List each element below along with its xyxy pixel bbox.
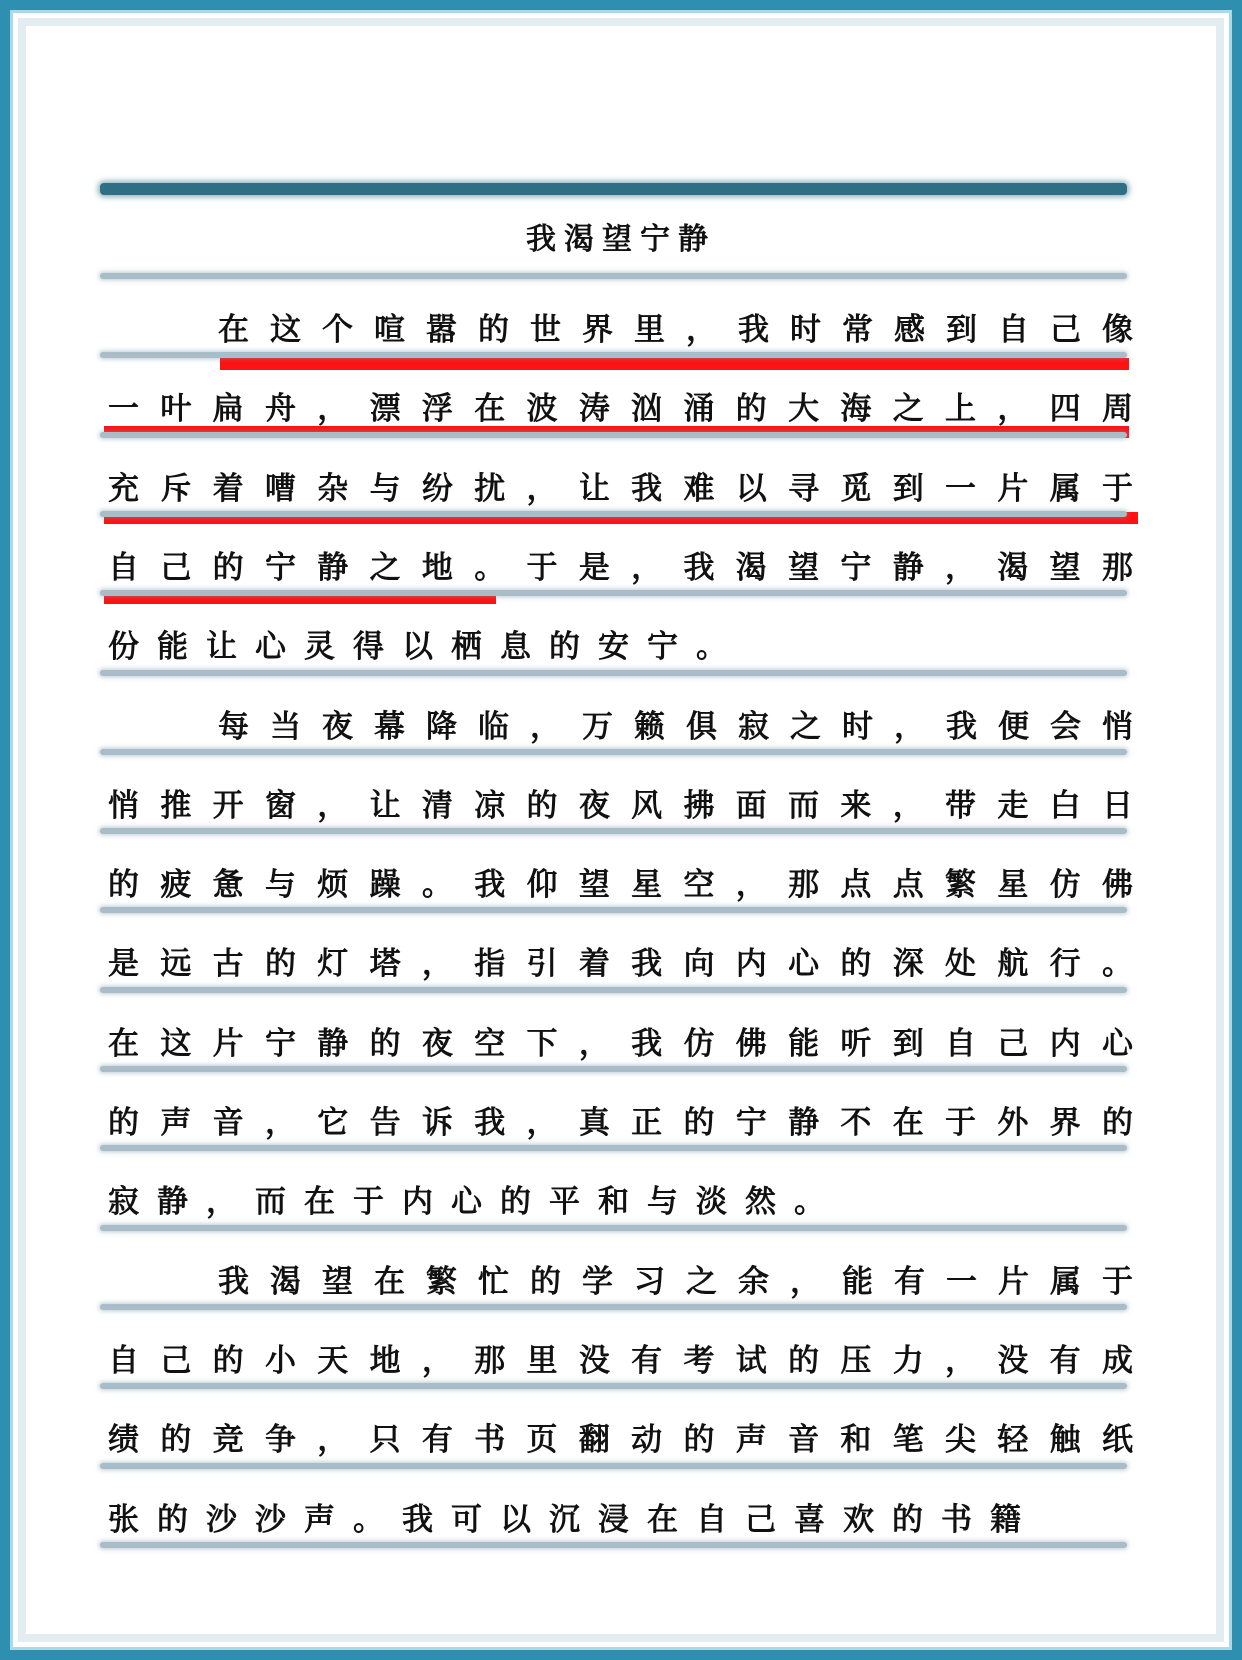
ruled-line xyxy=(100,1383,1127,1389)
text-line: 寂 静 ， 而 在 于 内 心 的 平 和 与 淡 然 。 xyxy=(108,1183,825,1220)
ruled-line xyxy=(100,1542,1127,1548)
text-line: 的 声 音 ， 它 告 诉 我 ， 真 正 的 宁 静 不 在 于 外 界 的 xyxy=(108,1104,1133,1141)
text-line: 张 的 沙 沙 声 。 我 可 以 沉 浸 在 自 己 喜 欢 的 书 籍 xyxy=(108,1501,1021,1538)
ruled-line xyxy=(100,987,1127,993)
ruled-line xyxy=(100,828,1127,834)
text-line: 的 疲 惫 与 烦 躁 。 我 仰 望 星 空 ， 那 点 点 繁 星 仿 佛 xyxy=(108,866,1133,903)
ruled-line xyxy=(100,1145,1127,1151)
ruled-line xyxy=(100,1225,1127,1231)
ruled-line xyxy=(100,749,1127,755)
text-line: 充 斥 着 嘈 杂 与 纷 扰 ， 让 我 难 以 寻 觅 到 一 片 属 于 xyxy=(108,470,1133,507)
text-line: 一 叶 扁 舟 ， 漂 浮 在 波 涛 汹 涌 的 大 海 之 上 ， 四 周 xyxy=(108,390,1133,427)
ruled-line xyxy=(100,590,1127,596)
text-line: 自 己 的 小 天 地 ， 那 里 没 有 考 试 的 压 力 ， 没 有 成 xyxy=(108,1342,1133,1379)
text-line: 每 当 夜 幕 降 临 ， 万 籁 俱 寂 之 时 ， 我 便 会 悄 xyxy=(218,708,1133,745)
text-line: 在 这 片 宁 静 的 夜 空 下 ， 我 仿 佛 能 听 到 自 己 内 心 xyxy=(108,1025,1133,1062)
ruled-line xyxy=(100,1463,1127,1469)
text-line: 份 能 让 心 灵 得 以 栖 息 的 安 宁 。 xyxy=(108,628,727,665)
highlight-underline xyxy=(220,358,1129,370)
ruled-line xyxy=(100,670,1127,676)
top-rule xyxy=(100,183,1127,195)
ruled-line xyxy=(100,1066,1127,1072)
ruled-line xyxy=(100,1304,1127,1310)
text-line: 在 这 个 喧 嚣 的 世 界 里 ， 我 时 常 感 到 自 己 像 xyxy=(218,311,1133,348)
ruled-line xyxy=(100,352,1127,358)
ruled-line xyxy=(100,273,1127,279)
text-line: 是 远 古 的 灯 塔 ， 指 引 着 我 向 内 心 的 深 处 航 行 。 xyxy=(108,945,1133,982)
text-line: 悄 推 开 窗 ， 让 清 凉 的 夜 风 拂 面 而 来 ， 带 走 白 日 xyxy=(108,787,1133,824)
text-line: 我 渴 望 在 繁 忙 的 学 习 之 余 ， 能 有 一 片 属 于 xyxy=(218,1263,1133,1300)
essay-title: 我渴望宁静 xyxy=(526,222,716,257)
ruled-line xyxy=(100,432,1127,438)
ruled-line xyxy=(100,907,1127,913)
ruled-line xyxy=(100,511,1127,517)
text-line: 绩 的 竞 争 ， 只 有 书 页 翻 动 的 声 音 和 笔 尖 轻 触 纸 xyxy=(108,1421,1133,1458)
text-line: 自 己 的 宁 静 之 地 。 于 是 ， 我 渴 望 宁 静 ， 渴 望 那 xyxy=(108,549,1133,586)
